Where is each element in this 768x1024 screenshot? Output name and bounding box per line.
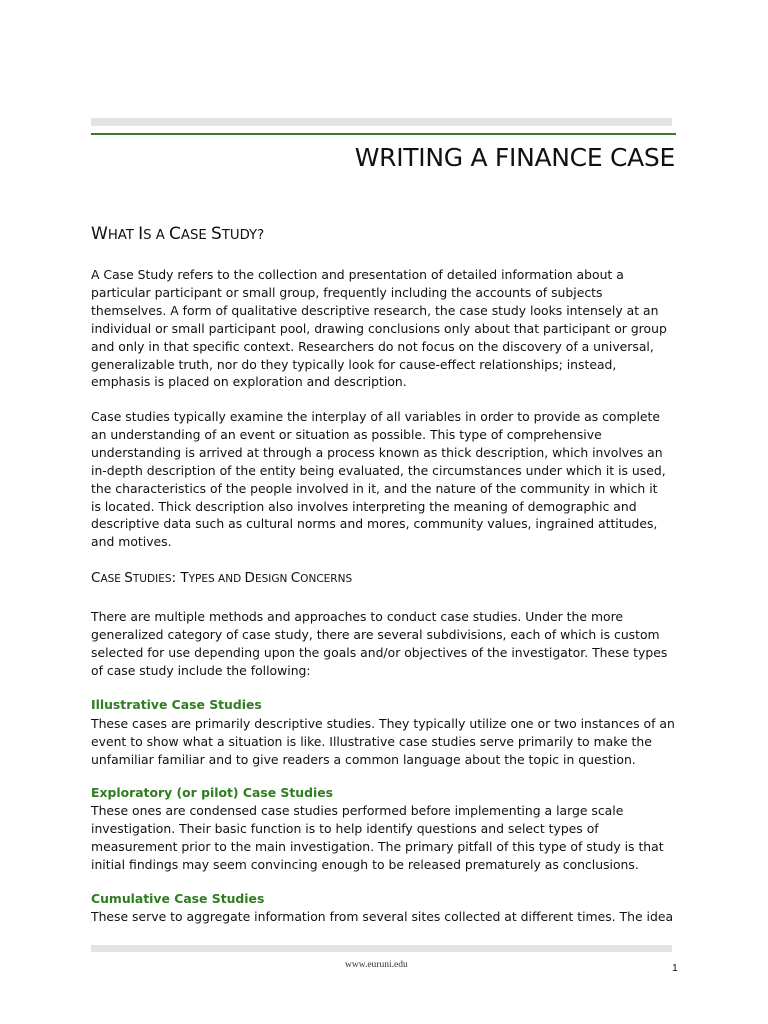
text-line: unfamiliar familiar and to give readers a common language about the topic in question.: [91, 751, 636, 767]
header-rule: [91, 133, 676, 135]
text-line: initial findings may seem convincing enough to be released prematurely as conclusions.: [91, 856, 639, 872]
text-line: A Case Study refers to the collection and presentation of detailed information about a: [91, 267, 624, 282]
text-line: the characteristics of the people involved in it, and the nature of the community in which it: [91, 480, 658, 496]
header-bar: [91, 118, 672, 126]
text-line: understanding is arrived at through a process known as thick description, which involves an: [91, 444, 663, 460]
paragraph-exploratory: [91, 802, 681, 874]
paragraph-thick-description: [91, 408, 681, 551]
paragraph-cumulative: [91, 908, 681, 926]
text-line: investigation. Their basic function is to help identify questions and select types of: [91, 820, 599, 836]
text-line: event to show what a situation is like. Illustrative case studies serve primarily to make the: [91, 733, 652, 749]
footer-bar: [91, 945, 672, 952]
text-line: These cases are primarily descriptive studies. They typically utilize one or two instances of an: [91, 716, 675, 731]
section-heading-what-is-case-study: WHAT IS A CASE STUDY?: [91, 224, 265, 244]
text-line: and motives.: [91, 534, 172, 550]
text-line: descriptive data such as cultural norms and mores, community values, ingrained attitudes,: [91, 516, 658, 532]
text-line: There are multiple methods and approaches to conduct case studies. Under the more: [91, 609, 624, 624]
text-line: of case study include the following:: [91, 662, 311, 678]
text-line: measurement prior to the main investigation. The primary pitfall of this type of study is that: [91, 838, 664, 854]
text-line: an understanding of an event or situation as possible. This type of comprehensive: [91, 426, 602, 442]
text-line: and only in that specific context. Researchers do not focus on the discovery of a universal,: [91, 338, 654, 354]
paragraph-illustrative: [91, 715, 681, 769]
text-line: Case studies typically examine the interplay of all variables in order to provide as complete: [91, 409, 660, 424]
text-line: themselves. A form of qualitative descriptive research, the case study looks intensely at an: [91, 302, 659, 318]
section-heading-types-design-concerns: CASE STUDIES: TYPES AND DESIGN CONCERNS: [91, 570, 353, 586]
text-line: particular participant or small group, frequently including the accounts of subjects: [91, 284, 603, 300]
text-line: generalized category of case study, there are several subdivisions, each of which is custom: [91, 626, 660, 642]
text-line: generalizable truth, nor do they typically look for cause-effect relationships; instead,: [91, 356, 617, 372]
text-line: selected for use depending upon the goals and/or objectives of the investigator. These types: [91, 644, 668, 660]
subheading-exploratory: Exploratory (or pilot) Case Studies: [91, 785, 333, 800]
subheading-cumulative: Cumulative Case Studies: [91, 891, 265, 906]
document-title: WRITING A FINANCE CASE: [354, 143, 675, 172]
text-line: These serve to aggregate information from several sites collected at different times. The idea: [91, 909, 674, 924]
text-line: emphasis is placed on exploration and description.: [91, 374, 407, 390]
text-line: in-depth description of the entity being evaluated, the circumstances under which it is used,: [91, 462, 666, 478]
page-number: 1: [672, 962, 678, 974]
footer-url-link[interactable]: www.euruni.edu: [345, 960, 408, 970]
paragraph-methods-intro: [91, 608, 681, 680]
text-line: These ones are condensed case studies performed before implementing a large scale: [91, 803, 624, 818]
text-line: is located. Thick description also involves interpreting the meaning of demographic and: [91, 498, 637, 514]
subheading-illustrative: Illustrative Case Studies: [91, 697, 262, 712]
text-line: individual or small participant pool, drawing conclusions only about that participant or group: [91, 320, 667, 336]
paragraph-case-study-definition: [91, 266, 681, 391]
